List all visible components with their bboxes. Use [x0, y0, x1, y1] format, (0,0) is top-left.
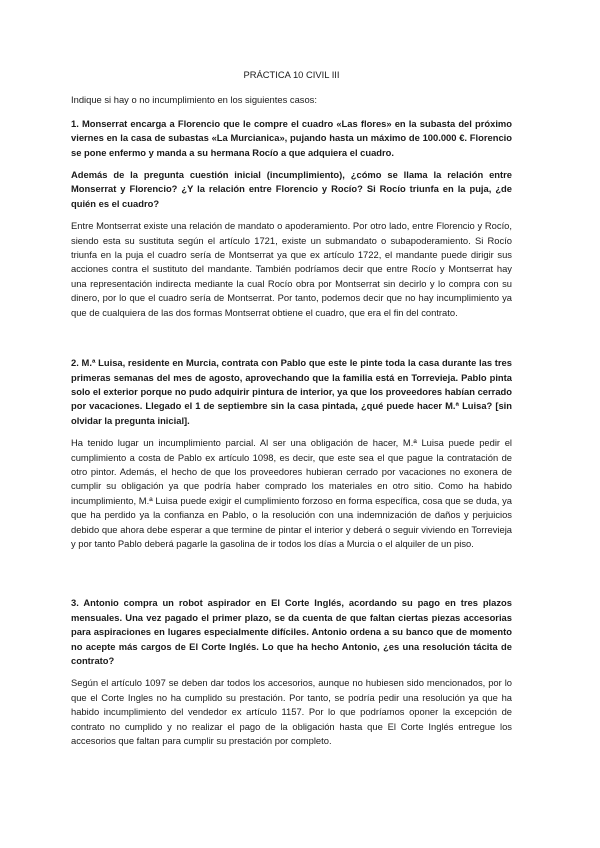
case-2-question: 2. M.ª Luisa, residente en Murcia, contrata con Pablo que este le pinte toda la casa durante las tres primeras semanas del mes de agosto, aprovechando que la familia está en Torrevieja. Pablo pinta solo el exterior porque no pudo adquirir pintura de interior, ya que los proveedores habían cerrado por vacaciones. Llegado el 1 de septiembre sin la casa pintada, ¿qué puede hacer M.ª Luisa? [sin olvidar la pregunta inicial].: [71, 357, 512, 426]
case-3: [71, 596, 512, 748]
section-spacer: [71, 320, 512, 356]
document-title: PRÁCTICA 10 CIVIL III: [243, 69, 340, 80]
case-3-question: 3. Antonio compra un robot aspirador en El Corte Inglés, acordando su pago en tres plazos mensuales. Una vez pagado el primer plazo, se da cuenta de que faltan ciertas piezas accesorias para aspiraciones en lugares especialmente difíciles. Antonio ordena a su banco que de momento no acepte más cargos de El Corte Inglés. Lo que ha hecho Antonio, ¿es una resolución tácita de contrato?: [71, 597, 512, 666]
case-2-answer: Ha tenido lugar un incumplimiento parcial. Al ser una obligación de hacer, M.ª Luisa puede pedir el cumplimiento a costa de Pablo ex artículo 1098, es decir, que este sea el que pague la contratación de otro pintor. Además, el hecho de que los proveedores hubieran cerrado por vacaciones no exonera de cumplir su obligación ya que podría haber comprado los materiales en otro sitio. Como ha habido incumplimiento, M.ª Luisa puede exigir el cumplimiento forzoso en forma específica, cosa que se duda, ya que ha perdido ya la confianza en Pablo, o la resolución con una indemnización de daños y perjuicios debido que ahora debe esperar a que termine de pintar el interior y deberá o seguir viviendo en Torrevieja y por tanto Pablo deberá pagarle la gasolina de ir todos los días a Murcia o el alquiler de un piso.: [71, 437, 512, 549]
section-spacer: [71, 551, 512, 596]
document-intro: Indique si hay o no incumplimiento en los siguientes casos:: [71, 94, 317, 106]
case-1-answer: Entre Montserrat existe una relación de mandato o apoderamiento. Por otro lado, entre Florencio y Rocío, siendo esta su sustituta según el artículo 1721, existe un submandato o subapoderamiento. Si Rocío triunfa en la puja el cuadro sería de Montserrat ya que ex artículo 1722, el mandante puede dirigir sus acciones contra el sustituto del mandante. También podríamos decir que entre Rocío y Montserrat hay una representación indirecta mediante la cual Rocío obra por Montserrat sin decirlo y lo compra con su dinero, por lo que el cuadro sería de Montserrat. Por tanto, podemos decir que no hay incumplimiento ya que de cualquiera de las dos formas Montserrat obtiene el cuadro, que era el fin del contrato.: [71, 220, 512, 318]
case-1-question: 1. Monserrat encarga a Florencio que le compre el cuadro «Las flores» en la subasta del próximo viernes en la casa de subastas «La Murcianica», pujando hasta un máximo de 100.000 €. Florencio se pone enfermo y manda a su hermana Rocío a que adquiera el cuadro.: [71, 117, 512, 158]
case-2: [71, 356, 512, 551]
case-3-answer: Según el artículo 1097 se deben dar todos los accesorios, aunque no hubiesen sido mencionados, por lo que el Corte Ingles no ha cumplido su prestación. Por tanto, se podría pedir una resolución ya que ha habido incumplimiento del vendedor ex artículo 1157. Por lo que podríamos oponer la excepción de contrato no cumplido y no realizar el pago de la obligación hasta que El Corte Inglés entregue los accesorios que faltan para cumplir su prestación por completo.: [71, 677, 512, 747]
case-1-subquestion: Además de la pregunta cuestión inicial (incumplimiento), ¿cómo se llama la relación entre Monserrat y Florencio? ¿Y la relación entre Florencio y Rocío? Si Rocío triunfa en la puja, ¿de quién es el cuadro?: [71, 169, 512, 209]
case-1: [71, 117, 512, 320]
